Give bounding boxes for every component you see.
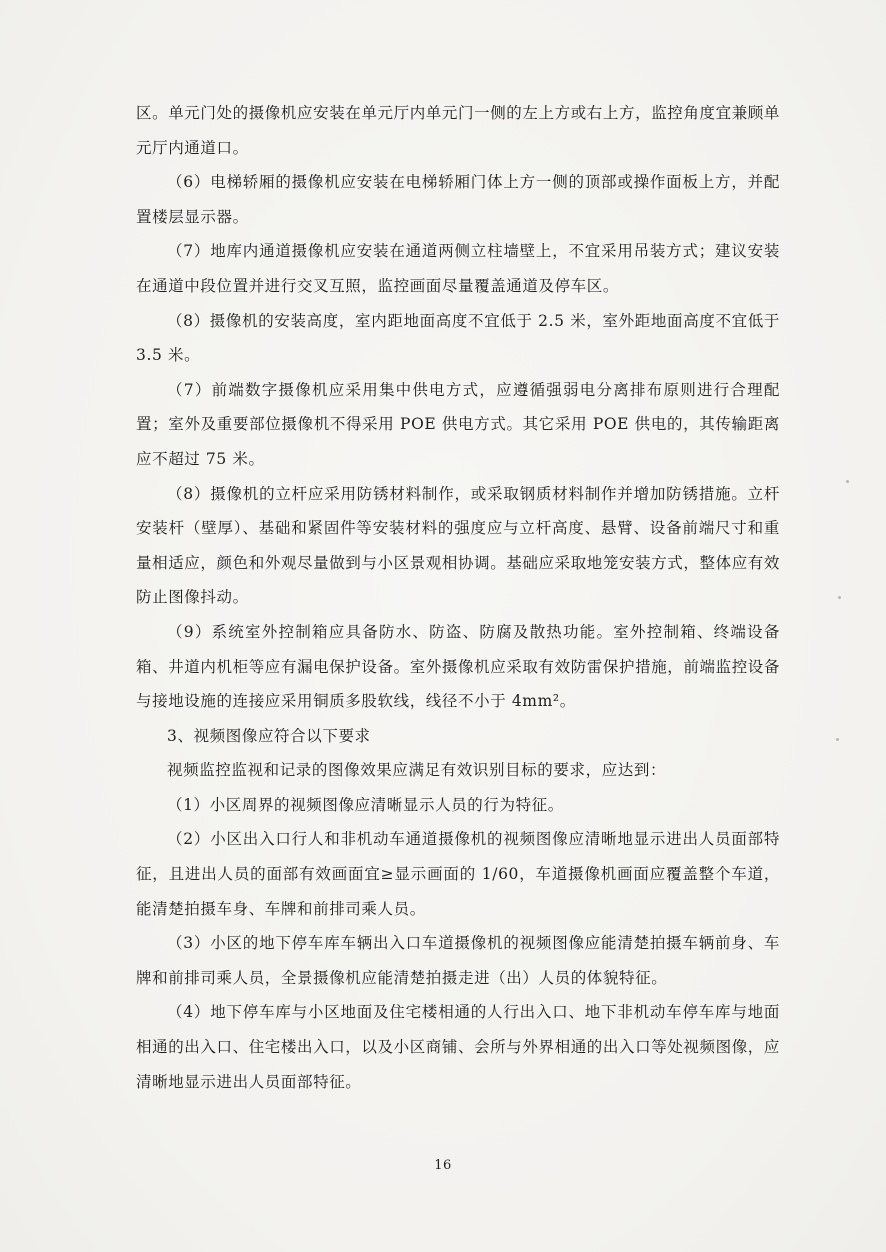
paragraph-video-item-1: （1）小区周界的视频图像应清晰显示人员的行为特征。: [167, 795, 564, 814]
paragraph-item-8-pole: （8）摄像机的立杆应采用防锈材料制作，或采取钢质材料制作并增加防锈措施。立杆安装杆（壁厚）、基础和紧固件等安装材料的强度应与立杆高度、悬臂、设备前端尺寸和重量相适应，颜色和外观尽量做到与小区景观相协调。基础应采取地笼安装方式，整体应有效防止图像抖动。: [136, 484, 781, 607]
paragraph-item-7-garage: （7）地库内通道摄像机应安装在通道两侧立柱墙壁上，不宜采用吊装方式；建议安装在通道中段位置并进行交叉互照，监控画面尽量覆盖通道及停车区。: [136, 242, 780, 295]
scan-speck: [846, 480, 849, 483]
paragraph-continuation: 区。单元门处的摄像机应安装在单元厅内单元门一侧的左上方或右上方，监控角度宜兼顾单元厅内通道口。: [136, 104, 781, 157]
section-heading-video-image: 3、视频图像应符合以下要求: [167, 726, 371, 745]
paragraph-item-7-power: （7）前端数字摄像机应采用集中供电方式，应遵循强弱电分离排布原则进行合理配置；室外及重要部位摄像机不得采用 POE 供电方式。其它采用 POE 供电的，其传输距离应不超过 75 米。: [136, 380, 780, 468]
paragraph-item-8-height: （8）摄像机的安装高度，室内距地面高度不宜低于 2.5 米，室外距地面高度不宜低于 3.5 米。: [136, 311, 780, 365]
page-number: 16: [434, 1158, 452, 1173]
paragraph-video-item-2: （2）小区出入口行人和非机动车通道摄像机的视频图像应清晰地显示进出人员面部特征，且进出人员的面部有效画面宜≥显示画面的 1/60，车道摄像机画面应覆盖整个车道，能清楚拍摄车身、车牌和前排司乘人员。: [136, 830, 780, 918]
scan-speck: [836, 738, 839, 741]
paragraph-video-item-3: （3）小区的地下停车库车辆出入口车道摄像机的视频图像应能清楚拍摄车辆前身、车牌和前排司乘人员，全景摄像机应能清楚拍摄走进（出）人员的体貌特征。: [136, 934, 780, 987]
scan-speck: [838, 596, 841, 599]
document-body: [136, 96, 780, 1099]
paragraph-video-item-4: （4）地下停车库与小区地面及住宅楼相通的人行出入口、地下非机动车停车库与地面相通的出入口、住宅楼出入口，以及小区商铺、会所与外界相通的出入口等处视频图像，应清晰地显示进出人员面部特征。: [136, 1003, 781, 1091]
paragraph-item-9-control-box: （9）系统室外控制箱应具备防水、防盗、防腐及散热功能。室外控制箱、终端设备箱、井道内机柜等应有漏电保护设备。室外摄像机应采取有效防雷保护措施，前端监控设备与接地设施的连接应采用铜质多股软线，线径不小于 4mm²。: [136, 622, 781, 711]
paragraph-video-intro: 视频监控监视和记录的图像效果应满足有效识别目标的要求，应达到：: [167, 761, 667, 780]
paragraph-item-6-elevator: （6）电梯轿厢的摄像机应安装在电梯轿厢门体上方一侧的顶部或操作面板上方，并配置楼层显示器。: [136, 173, 780, 226]
